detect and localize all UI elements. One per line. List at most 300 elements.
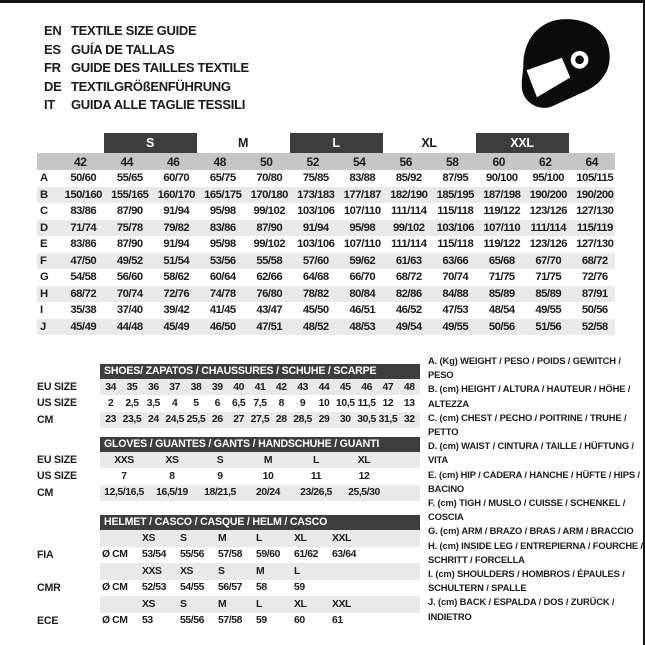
value-cell: XXL (332, 598, 352, 610)
size-row (37, 170, 615, 187)
value-cell: 11 (310, 470, 322, 482)
size-cell: 43/47 (256, 304, 283, 317)
size-cell: 105/115 (576, 172, 614, 185)
size-cell: 46/51 (349, 304, 376, 317)
size-cell: 91/94 (163, 205, 190, 218)
size-cell: 49/55 (535, 304, 562, 317)
value-cell: XXS (142, 565, 162, 577)
gloves-table-rows (100, 452, 420, 501)
size-cell: 57/60 (302, 254, 329, 267)
size-cell: 115/119 (576, 221, 613, 234)
table-row (100, 596, 420, 613)
value-cell: XS (165, 454, 179, 466)
table-row (100, 580, 420, 597)
size-cell: 70/74 (442, 271, 469, 284)
value-cell: 55/56 (180, 549, 205, 561)
size-cell: 67/70 (535, 254, 562, 267)
table-row (100, 379, 420, 395)
size-cell: 80/84 (349, 287, 376, 300)
row-prefix: Ø CM (102, 615, 128, 627)
value-cell: S (216, 454, 224, 466)
value-cell: M (256, 565, 265, 577)
language-label: GUIDE DES TAILLES TEXTILE (71, 60, 249, 75)
row-label: G (40, 271, 49, 284)
size-cell: 187/198 (483, 188, 521, 201)
size-cell: 87/90 (116, 205, 143, 218)
size-cell: 83/86 (70, 238, 97, 251)
row-label: E (40, 238, 48, 251)
value-cell: 31,5 (378, 414, 398, 426)
size-column-header: 44 (120, 154, 134, 169)
size-cell: 103/106 (436, 221, 474, 234)
value-cell: 32 (403, 414, 415, 426)
band-spacer (37, 153, 57, 170)
value-cell: M (218, 532, 227, 544)
size-cell: 160/170 (157, 188, 195, 201)
value-cell: 7 (121, 470, 127, 482)
size-cell: 49/54 (395, 320, 422, 333)
value-cell: 45 (339, 381, 351, 393)
value-cell: 9 (217, 470, 223, 482)
legend-item: F. (cm) TIGH / MUSLO / CUISSE / SCHENKEL / COSCIA (428, 497, 626, 523)
language-label: GUIDA ALLE TAGLIE TESSILI (71, 97, 246, 112)
size-cell: 59/62 (349, 254, 376, 267)
row-side-label: US SIZE (37, 397, 77, 410)
size-cell: 45/50 (302, 304, 329, 317)
size-cell: 111/114 (530, 221, 566, 234)
size-cell: 68/72 (581, 254, 608, 267)
value-cell: 36 (147, 381, 159, 393)
value-cell: XS (180, 565, 194, 577)
size-cell: 75/78 (116, 221, 143, 234)
size-group-row (37, 133, 615, 153)
size-cell: 83/88 (349, 172, 376, 185)
size-cell: 65/75 (209, 172, 236, 185)
gloves-table-title: GLOVES / GUANTES / GANTS / HANDSCHUHE / GUANTI (100, 437, 420, 452)
size-cell: 85/89 (488, 287, 515, 300)
value-cell: 61/62 (294, 549, 319, 561)
value-cell: 18/21,5 (204, 487, 236, 499)
value-cell: 59 (294, 582, 305, 594)
value-cell: XL (294, 532, 307, 544)
value-cell: 11,5 (357, 397, 376, 409)
value-cell: M (218, 598, 227, 610)
size-cell: 85/92 (395, 172, 422, 185)
size-cell: 49/55 (442, 320, 469, 333)
size-cell: 119/122 (483, 205, 521, 218)
size-cell: 99/102 (392, 221, 425, 234)
row-label: A (40, 172, 48, 185)
language-row (44, 59, 249, 78)
size-cell: 45/49 (163, 320, 190, 333)
value-cell: 25,5 (186, 414, 206, 426)
value-cell: 59/60 (256, 549, 281, 561)
value-cell: M (263, 454, 273, 466)
size-cell: 75/85 (302, 172, 329, 185)
row-label: J (40, 320, 46, 333)
size-cell: 70/74 (116, 287, 143, 300)
value-cell: 24 (147, 414, 159, 426)
helmet-table-title: HELMET / CASCO / CASQUE / HELM / CASCO (100, 515, 420, 530)
size-cell: 47/53 (442, 304, 469, 317)
size-column-header: 62 (538, 154, 552, 169)
value-cell: 63/64 (332, 549, 357, 561)
size-column-header: 50 (259, 154, 273, 169)
value-cell: 8 (278, 397, 284, 409)
row-side-label: EU SIZE (37, 381, 77, 394)
row-label: B (40, 188, 48, 201)
size-cell: 165/175 (204, 188, 242, 201)
size-row (37, 286, 615, 303)
value-cell: 13 (403, 397, 415, 409)
legend-item: A. (Kg) WEIGHT / PESO / POIDS / GEWITCH / PESO (428, 355, 621, 381)
shoes-table-title: SHOES/ ZAPATOS / CHAUSSURES / SCHUHE / SCARPE (100, 364, 420, 379)
size-cell: 55/65 (116, 172, 143, 185)
language-code: EN (44, 23, 62, 38)
size-cell: 91/94 (302, 221, 329, 234)
row-label: D (40, 221, 48, 234)
size-cell: 53/56 (209, 254, 236, 267)
value-cell: 37 (169, 381, 181, 393)
size-cell: 60/70 (163, 172, 190, 185)
shoes-size-table (37, 364, 420, 428)
size-cell: 87/90 (116, 238, 143, 251)
size-cell: 107/110 (483, 221, 521, 234)
size-cell: 41/45 (209, 304, 236, 317)
value-cell: S (180, 598, 187, 610)
size-cell: 84/88 (442, 287, 469, 300)
language-label: GUÍA DE TALLAS (71, 41, 175, 57)
size-cell: 46/52 (395, 304, 422, 317)
size-cell: 155/165 (111, 188, 149, 201)
size-row (37, 302, 615, 319)
value-cell: 10 (318, 397, 330, 409)
size-cell: 190/200 (576, 188, 614, 201)
value-cell: 27,5 (250, 414, 270, 426)
size-column-header-row (37, 153, 615, 170)
value-cell: 10,5 (335, 397, 355, 409)
table-row (100, 395, 420, 411)
language-code: IT (44, 97, 55, 112)
value-cell: L (256, 532, 262, 544)
legend-item: C. (cm) CHEST / PECHO / POITRINE / TRUHE / PETTO (428, 411, 627, 438)
size-cell: 71/75 (535, 271, 562, 284)
size-row (37, 187, 615, 204)
value-cell: 10 (262, 470, 274, 482)
size-cell: 55/58 (256, 254, 283, 267)
size-cell: 66/70 (349, 271, 376, 284)
size-cell: 52/58 (581, 320, 608, 333)
size-cell: 150/160 (64, 188, 102, 201)
size-cell: 58/62 (163, 271, 190, 284)
size-cell: 185/195 (436, 188, 474, 201)
legend-item: H. (cm) INSIDE LEG / ENTREPIERNA / FOURCHE / SCHRITT / FORCELLA (428, 539, 643, 565)
value-cell: 12 (382, 397, 394, 409)
size-column-header: 48 (213, 154, 227, 169)
language-code: ES (44, 41, 61, 57)
size-cell: 39/42 (163, 304, 190, 317)
language-code: DE (44, 78, 62, 94)
row-label: F (40, 254, 47, 267)
value-cell: 30 (339, 414, 351, 426)
size-cell: 115/118 (437, 238, 474, 251)
size-cell: 56/60 (116, 271, 143, 284)
size-cell: 50/56 (581, 304, 608, 317)
row-prefix: Ø CM (102, 582, 128, 594)
value-cell: 55/56 (180, 615, 205, 627)
value-cell: 58 (256, 582, 267, 594)
size-cell: 87/90 (256, 221, 283, 234)
size-cell: 48/53 (349, 320, 376, 333)
value-cell: 34 (105, 381, 117, 393)
size-cell: 173/183 (297, 188, 335, 201)
legend-item: D. (cm) WAIST / CINTURA / TAILLE / HÜFTUNG / VITA (428, 440, 634, 466)
value-cell: 61 (332, 615, 343, 627)
value-cell: 35 (126, 381, 138, 393)
size-cell: 46/50 (209, 320, 236, 333)
size-cell: 61/63 (395, 254, 422, 267)
gloves-size-table (37, 437, 420, 501)
size-cell: 78/82 (302, 287, 329, 300)
size-cell: 190/200 (529, 188, 567, 201)
language-label: TEXTILGRÖßENFÜHRUNG (71, 78, 231, 94)
size-cell: 70/80 (256, 172, 283, 185)
value-cell: 6 (214, 397, 220, 409)
table-row (100, 613, 420, 630)
size-cell: 87/91 (581, 287, 608, 300)
value-cell: 4 (171, 397, 178, 409)
size-cell: 95/98 (209, 205, 236, 218)
value-cell: XXL (332, 532, 352, 544)
language-row (44, 41, 249, 60)
size-row (37, 319, 615, 336)
size-cell: 68/72 (395, 271, 422, 284)
value-cell: 59 (256, 615, 267, 627)
value-cell: 57/58 (218, 615, 243, 627)
size-cell: 95/98 (209, 238, 236, 251)
size-cell: 79/82 (163, 221, 190, 234)
size-cell: 48/54 (488, 304, 515, 317)
size-column-header: 56 (399, 154, 413, 169)
value-cell: 52/53 (142, 582, 167, 594)
language-row (44, 78, 249, 97)
value-cell: 57/58 (218, 549, 243, 561)
shoes-table-rows (100, 379, 420, 428)
value-cell: 38 (190, 381, 202, 393)
size-cell: 103/106 (297, 205, 335, 218)
value-cell: 7,5 (253, 397, 267, 409)
size-cell: 127/130 (576, 238, 614, 251)
language-code: FR (44, 60, 61, 75)
value-cell: 47 (382, 381, 394, 393)
value-cell: 53 (142, 615, 153, 627)
legend-item: E. (cm) HIP / CADERA / HANCHE / HÜFTE / HIPS / BACINO (428, 468, 640, 494)
size-cell: 115/118 (437, 205, 474, 218)
size-cell: 45/49 (70, 320, 97, 333)
size-group-M: M (237, 136, 249, 150)
value-cell: 12 (358, 470, 370, 482)
legend-item: J. (cm) BACK / ESPALDA / DOS / ZURÜCK / INDIETRO (428, 596, 615, 622)
row-side-label: ECE (37, 614, 59, 627)
size-cell: 35/38 (70, 304, 97, 317)
value-cell: XS (142, 532, 156, 544)
value-cell: 25,5/30 (348, 487, 380, 499)
size-row (37, 203, 615, 220)
size-cell: 83/86 (209, 221, 236, 234)
helmet-size-table (37, 515, 420, 629)
size-cell: 72/76 (163, 287, 190, 300)
value-cell: 46 (361, 381, 372, 393)
size-cell: 60/64 (209, 271, 236, 284)
measurement-legend (428, 354, 644, 624)
value-cell: 23/26,5 (300, 487, 332, 499)
value-cell: 6,5 (232, 397, 246, 409)
size-cell: 50/56 (488, 320, 515, 333)
value-cell: 44 (318, 381, 330, 393)
row-side-label: FIA (37, 548, 54, 561)
value-cell: 39 (211, 381, 223, 393)
size-cell: 119/122 (483, 238, 521, 251)
size-row (37, 269, 615, 286)
helmet-icon (513, 16, 617, 114)
size-cell: 76/80 (256, 287, 283, 300)
value-cell: 56/57 (218, 582, 243, 594)
size-cell: 68/72 (70, 287, 97, 300)
size-group-blank (569, 133, 616, 153)
value-cell: 28 (275, 414, 287, 426)
size-cell: 47/51 (256, 320, 283, 333)
value-cell: 27 (233, 414, 245, 426)
value-cell: 42 (275, 381, 287, 393)
size-cell: 83/86 (70, 205, 97, 218)
row-prefix: Ø CM (102, 549, 128, 561)
size-column-header: 52 (306, 154, 320, 169)
size-cell: 170/180 (250, 188, 288, 201)
value-cell: 12,5/16,5 (104, 487, 144, 499)
size-group-blank (57, 133, 104, 153)
size-cell: 107/110 (343, 238, 381, 251)
table-row (100, 412, 420, 428)
language-row (44, 96, 249, 115)
size-cell: 123/126 (529, 205, 567, 218)
legend-item: I. (cm) SHOULDERS / HOMBROS / ÉPAULES / SCHULTERN / SPALLE (428, 568, 625, 594)
size-group-XL: XL (421, 136, 437, 150)
size-cell: 44/48 (116, 320, 143, 333)
value-cell: 28,5 (293, 414, 312, 426)
value-cell: 8 (169, 470, 175, 482)
table-row (100, 452, 420, 468)
row-label: C (40, 205, 48, 218)
value-cell: XXS (114, 454, 134, 466)
value-cell: 5 (193, 397, 199, 409)
value-cell: L (313, 454, 319, 466)
size-cell: 63/66 (442, 254, 469, 267)
row-side-label: CM (37, 486, 54, 499)
value-cell: XL (357, 454, 371, 466)
value-cell: 40 (233, 381, 245, 393)
size-row (37, 220, 615, 237)
value-cell: XL (294, 598, 307, 610)
size-cell: 87/95 (442, 172, 469, 185)
row-side-label: EU SIZE (37, 454, 77, 467)
size-cell: 51/56 (535, 320, 562, 333)
value-cell: XS (142, 598, 156, 610)
size-cell: 111/114 (391, 205, 427, 218)
value-cell: 9 (299, 397, 306, 409)
value-cell: 24,5 (165, 414, 184, 426)
size-cell: 71/75 (488, 271, 515, 284)
size-cell: 91/94 (163, 238, 190, 251)
size-cell: 71/74 (70, 221, 97, 234)
value-cell: 54/55 (180, 582, 205, 594)
language-header (44, 22, 249, 115)
value-cell: 20/24 (255, 487, 280, 499)
size-cell: 74/78 (209, 287, 236, 300)
size-row (37, 236, 615, 253)
size-cell: 85/89 (535, 287, 562, 300)
size-cell: 127/130 (576, 205, 614, 218)
size-cell: 37/40 (116, 304, 143, 317)
value-cell: 2,5 (125, 397, 139, 409)
size-column-header: 46 (166, 154, 180, 169)
language-label: TEXTILE SIZE GUIDE (71, 23, 197, 38)
legend-item: B. (cm) HEIGHT / ALTURA / HAUTEUR / HÖHE / ALTEZZA (428, 383, 631, 409)
value-cell: 60 (294, 615, 305, 627)
size-cell: 107/110 (343, 205, 381, 218)
table-row (100, 468, 420, 484)
row-side-label: CM (37, 413, 54, 426)
size-column-header: 54 (352, 154, 366, 169)
size-cell: 103/106 (297, 238, 335, 251)
size-cell: 90/100 (485, 172, 518, 185)
size-cell: 123/126 (529, 238, 567, 251)
top-border-line (0, 0, 645, 3)
value-cell: 53/54 (142, 549, 167, 561)
value-cell: 43 (297, 381, 308, 393)
value-cell: S (180, 532, 187, 544)
helmet-table-rows (100, 530, 420, 629)
size-cell: 64/68 (302, 271, 329, 284)
table-row (100, 485, 420, 501)
table-row (100, 530, 420, 547)
value-cell: 2 (107, 397, 114, 409)
size-cell: 72/76 (581, 271, 608, 284)
size-column-header: 58 (445, 154, 459, 169)
size-cell: 54/58 (70, 271, 97, 284)
size-column-header: 42 (73, 154, 87, 169)
size-group-L: L (290, 133, 383, 153)
row-label: H (40, 287, 48, 300)
row-side-label: US SIZE (37, 470, 77, 483)
size-cell: 177/187 (343, 188, 381, 201)
size-column-header: 64 (585, 154, 599, 169)
value-cell: 29 (318, 414, 330, 426)
value-cell: 41 (254, 381, 266, 393)
value-cell: 3,5 (146, 397, 160, 409)
legend-item: G. (cm) ARM / BRAZO / BRAS / ARM / BRACCIO (428, 525, 634, 537)
value-cell: 23 (105, 414, 117, 426)
value-cell: L (256, 598, 262, 610)
value-cell: 48 (403, 381, 415, 393)
value-cell: 23,5 (122, 414, 142, 426)
size-cell: 62/66 (256, 271, 283, 284)
value-cell: 30,5 (357, 414, 376, 426)
size-cell: 182/190 (390, 188, 428, 201)
size-cell: 50/60 (70, 172, 97, 185)
table-row (100, 547, 420, 564)
row-label: I (40, 304, 43, 317)
size-cell: 82/86 (395, 287, 422, 300)
